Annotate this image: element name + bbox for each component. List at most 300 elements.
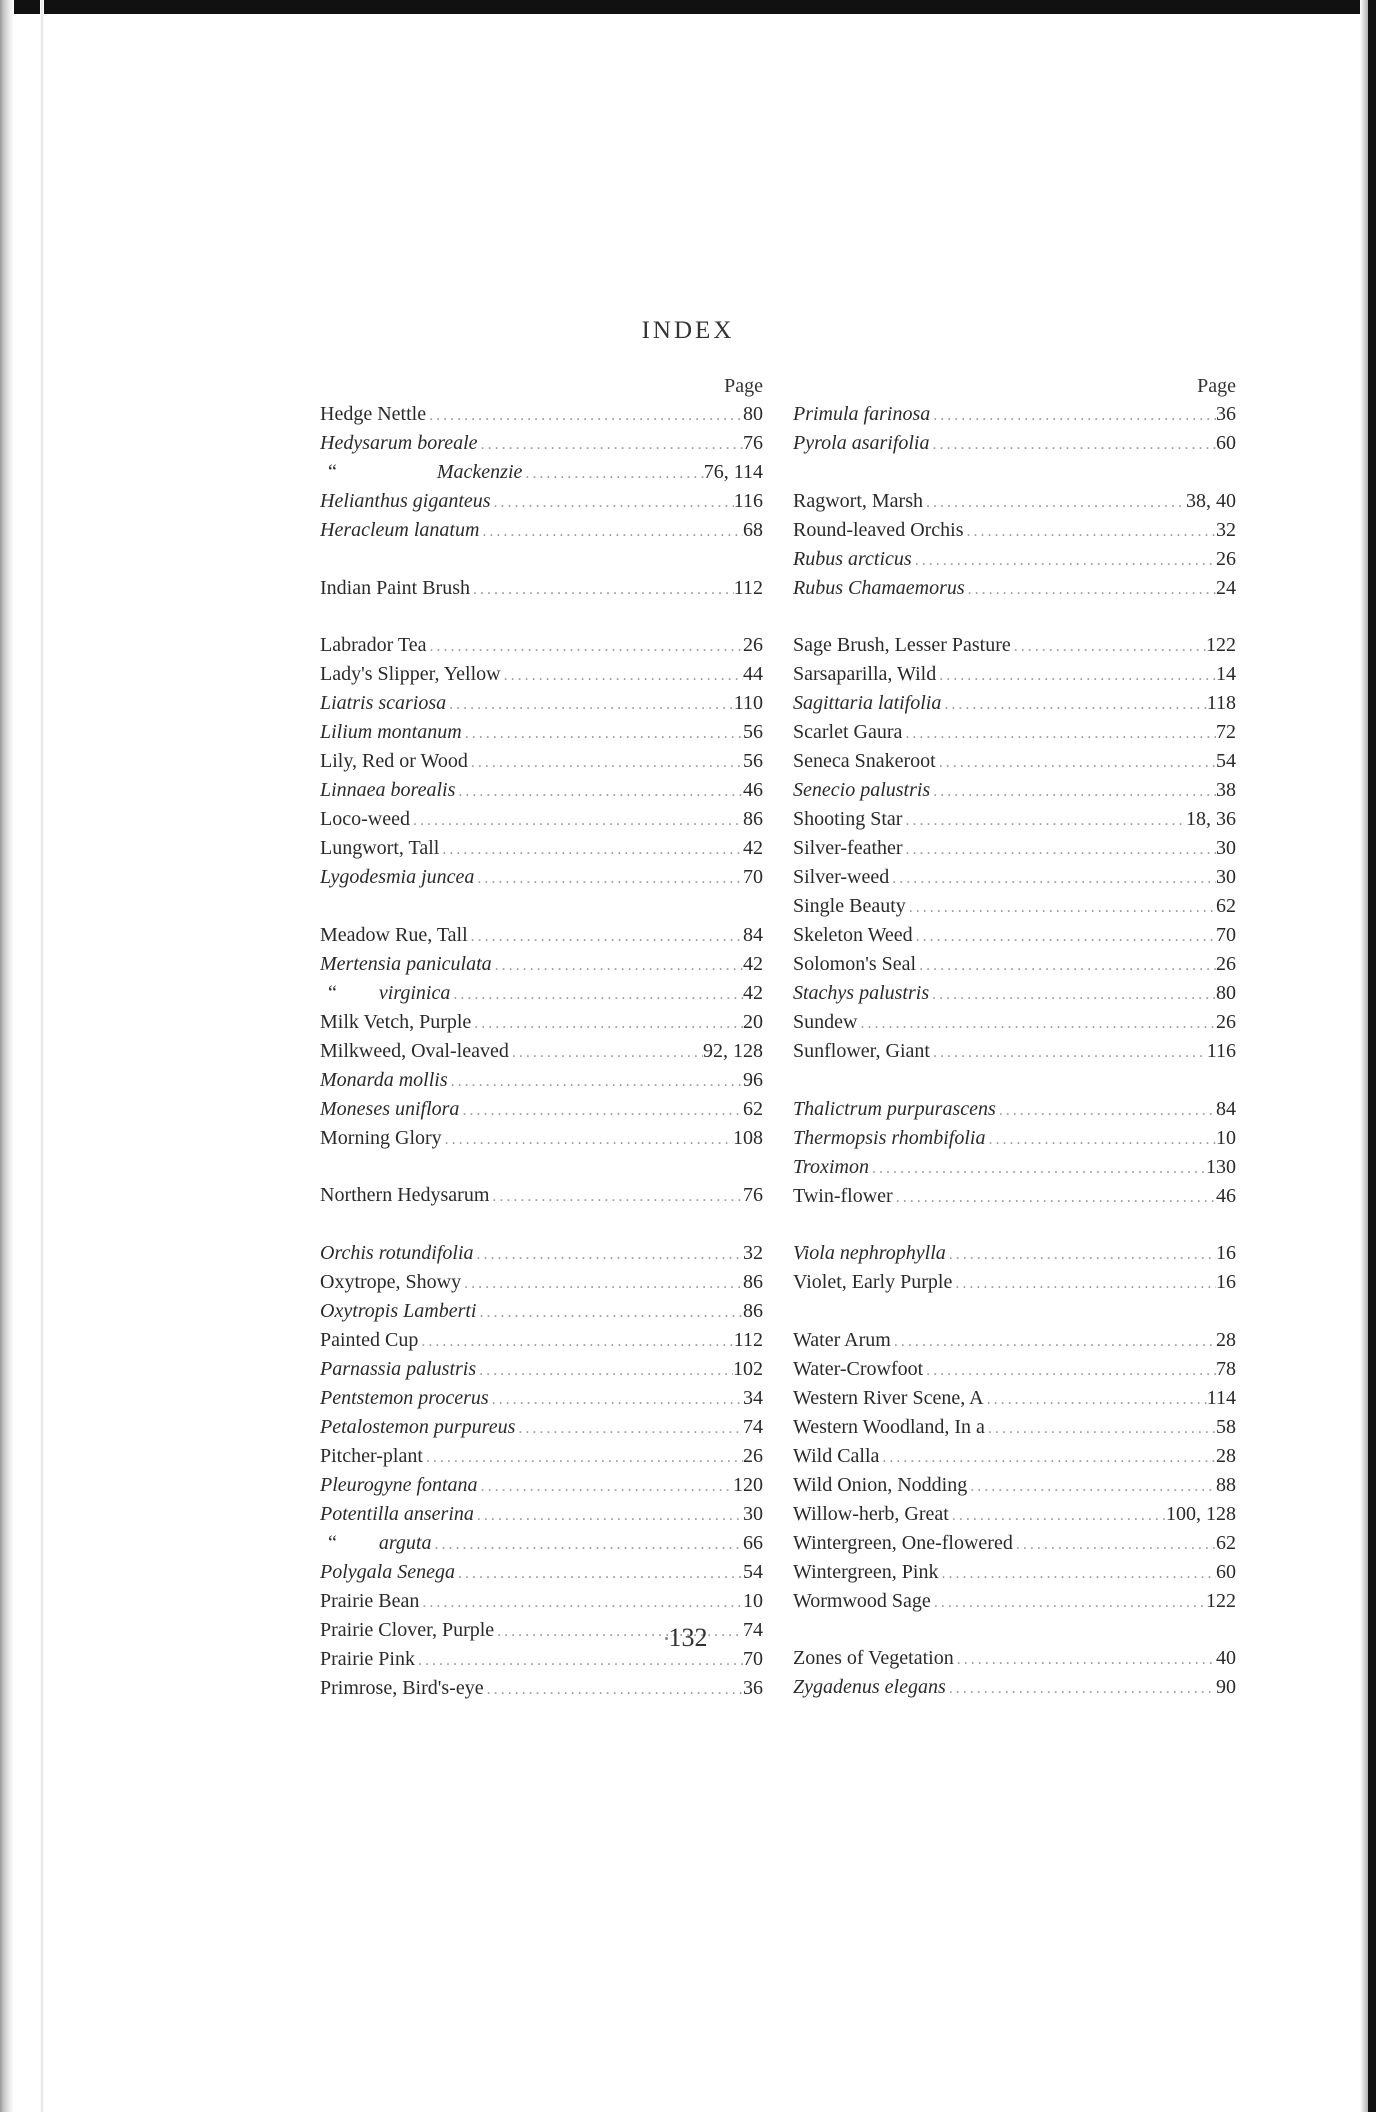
entry-name: Thermopsis rhombifolia <box>793 1126 986 1149</box>
entry-page: 56 <box>743 721 763 743</box>
leader-dots <box>492 951 743 979</box>
index-entry <box>320 1181 763 1210</box>
leader-dots <box>442 1125 733 1153</box>
entry-page: 60 <box>1216 432 1236 454</box>
entry-page: 16 <box>1216 1242 1236 1264</box>
entry-page: 36 <box>743 1676 763 1699</box>
index-entry <box>793 863 1236 892</box>
entry-name: Oxytropis Lamberti <box>320 1299 477 1322</box>
entry-page: 76 <box>743 432 763 454</box>
entry-page: 120 <box>733 1473 763 1496</box>
leader-dots <box>931 1588 1206 1616</box>
index-entry <box>320 400 763 429</box>
index-entry <box>320 921 763 950</box>
ditto-mark: “ <box>328 981 337 1004</box>
entry-name: Western Woodland, In a <box>793 1415 985 1438</box>
entry-page: 116 <box>733 490 763 512</box>
entry-name: Viola nephrophylla <box>793 1242 946 1264</box>
entry-name: Potentilla anserina <box>320 1502 474 1525</box>
entry-name: Primula farinosa <box>793 403 931 425</box>
leader-dots <box>985 1414 1216 1442</box>
leader-dots <box>432 1530 744 1558</box>
index-entry <box>793 1384 1236 1413</box>
leader-dots <box>474 1240 743 1268</box>
index-entry <box>320 1500 763 1529</box>
entry-name: Milk Vetch, Purple <box>320 1010 472 1033</box>
entry-page: 72 <box>1216 721 1236 743</box>
entry-page: 26 <box>1216 1011 1236 1033</box>
leader-dots <box>468 922 743 950</box>
leader-dots <box>476 1356 733 1384</box>
entry-name: Prairie Clover, Purple <box>320 1618 495 1641</box>
leader-dots <box>426 401 743 429</box>
index-entry <box>320 1297 763 1326</box>
leader-dots <box>446 690 734 718</box>
index-entry <box>793 1673 1236 1702</box>
entry-name: Wintergreen, Pink <box>793 1560 939 1583</box>
index-entry <box>793 516 1236 545</box>
index-entry <box>320 1066 763 1095</box>
index-entry <box>793 1239 1236 1268</box>
entry-page: 116 <box>1206 1040 1236 1062</box>
entry-page: 54 <box>1216 750 1236 772</box>
index-entry <box>320 1124 763 1153</box>
entry-page: 26 <box>743 1444 763 1467</box>
entry-name: Hedysarum boreale <box>320 432 478 454</box>
index-entry <box>793 1095 1236 1124</box>
index-entry <box>793 921 1236 950</box>
leader-dots <box>427 632 743 660</box>
entry-name: Petalostemon purpureus <box>320 1415 516 1438</box>
entry-name: Scarlet Gaura <box>793 721 903 743</box>
entry-name: Thalictrum purpurascens <box>793 1097 996 1120</box>
entry-page: 130 <box>1206 1155 1236 1178</box>
leader-dots <box>964 517 1216 545</box>
index-entry <box>793 1442 1236 1471</box>
entry-page: 110 <box>733 692 763 714</box>
index-entry <box>793 1008 1236 1037</box>
index-entry <box>320 574 763 603</box>
entry-name: Seneca Snakeroot <box>793 750 936 772</box>
index-entry <box>320 863 763 892</box>
leader-dots <box>913 922 1216 950</box>
entry-page: 102 <box>733 1357 763 1380</box>
entry-name <box>320 979 450 1008</box>
leader-dots <box>455 1559 743 1587</box>
index-entry <box>793 487 1236 516</box>
index-entry <box>320 1355 763 1384</box>
leader-dots <box>984 1385 1207 1413</box>
entry-page: 38 <box>1216 779 1236 801</box>
index-entry <box>320 1674 763 1703</box>
leader-dots <box>459 1096 743 1124</box>
leader-dots <box>1011 632 1206 660</box>
entry-page: 70 <box>743 866 763 888</box>
index-entry <box>320 1413 763 1442</box>
leader-dots <box>450 980 743 1008</box>
index-entry <box>320 1239 763 1268</box>
entry-name-text: arguta <box>378 1531 432 1554</box>
entry-page: 80 <box>1216 982 1236 1004</box>
entry-name: Indian Paint Brush <box>320 576 470 599</box>
leader-dots <box>478 430 743 458</box>
entry-name: Western River Scene, A <box>793 1386 984 1409</box>
entry-name: Wormwood Sage <box>793 1589 931 1612</box>
leader-dots <box>474 1501 743 1529</box>
entry-page: 44 <box>743 663 763 685</box>
entry-name: Labrador Tea <box>320 634 427 656</box>
index-entry <box>320 805 763 834</box>
index-entry <box>320 950 763 979</box>
entry-name <box>320 458 522 487</box>
entry-name: Liatris scariosa <box>320 692 447 714</box>
entry-name: Linnaea borealis <box>320 779 456 801</box>
index-entry <box>320 1008 763 1037</box>
leader-dots <box>1013 1530 1216 1558</box>
entry-page: 10 <box>743 1589 763 1612</box>
entry-page: 108 <box>733 1126 763 1149</box>
scan-speck <box>665 1637 668 1640</box>
entry-name: Pitcher-plant <box>320 1444 423 1467</box>
leader-dots <box>946 1240 1216 1268</box>
index-column-left <box>320 372 763 1703</box>
entry-page: 36 <box>1216 403 1236 425</box>
leader-dots <box>468 748 743 776</box>
entry-name: Pentstemon procerus <box>320 1386 489 1409</box>
entry-name: Willow-herb, Great <box>793 1502 949 1525</box>
index-entry <box>793 718 1236 747</box>
entry-name: Sagittaria latifolia <box>793 692 942 714</box>
entry-page: 14 <box>1216 663 1236 685</box>
index-entry <box>320 1095 763 1124</box>
entry-name: Sunflower, Giant <box>793 1040 930 1062</box>
index-entry <box>320 1268 763 1297</box>
index-entry <box>320 1558 763 1587</box>
entry-name: Northern Hedysarum <box>320 1184 490 1206</box>
ditto-mark: “ <box>328 1531 337 1554</box>
entry-page: 58 <box>1216 1415 1236 1438</box>
index-entry <box>793 660 1236 689</box>
entry-page: 46 <box>1216 1184 1236 1207</box>
entry-page: 78 <box>1216 1357 1236 1380</box>
index-entry <box>320 487 763 516</box>
index-entry <box>320 747 763 776</box>
index-entry <box>793 574 1236 603</box>
leader-dots <box>930 401 1216 429</box>
index-entry <box>793 545 1236 574</box>
index-entry <box>320 631 763 660</box>
index-entry <box>320 458 763 487</box>
leader-dots <box>489 1182 743 1210</box>
leader-dots <box>410 806 743 834</box>
entry-name: Oxytrope, Showy <box>320 1270 462 1293</box>
leader-dots <box>967 1472 1216 1500</box>
leader-dots <box>912 546 1216 574</box>
index-entry <box>793 1500 1236 1529</box>
entry-name: Milkweed, Oval-leaved <box>320 1039 509 1062</box>
leader-dots <box>923 488 1186 516</box>
entry-name: Loco-weed <box>320 808 410 830</box>
entry-name: Orchis rotundifolia <box>320 1241 474 1264</box>
entry-name: Primrose, Bird's-eye <box>320 1676 484 1699</box>
entry-name: Senecio palustris <box>793 779 931 801</box>
leader-dots <box>479 517 743 545</box>
index-entry <box>320 660 763 689</box>
entry-page: 84 <box>1216 1097 1236 1120</box>
entry-name: Stachys palustris <box>793 982 930 1004</box>
index-entry <box>320 1037 763 1066</box>
entry-page: 62 <box>743 1097 763 1120</box>
leader-dots <box>906 893 1216 921</box>
entry-page: 30 <box>1216 837 1236 859</box>
leader-dots <box>936 661 1216 689</box>
entry-page: 118 <box>1206 692 1236 714</box>
index-column-right <box>793 372 1236 1702</box>
index-entry <box>320 1471 763 1500</box>
leader-dots <box>952 1269 1216 1297</box>
leader-dots <box>941 690 1206 718</box>
entry-name: Troximon <box>793 1155 869 1178</box>
column-header-page: Page <box>1197 375 1236 397</box>
leader-dots <box>965 575 1216 603</box>
index-entry <box>793 1558 1236 1587</box>
entry-name: Round-leaved Orchis <box>793 518 964 541</box>
column-header-page: Page <box>724 375 763 397</box>
leader-dots <box>902 719 1216 747</box>
entry-page: 76, 114 <box>703 461 763 483</box>
entry-name: Rubus arcticus <box>793 547 912 570</box>
entry-page: 24 <box>1216 576 1236 599</box>
entry-page: 10 <box>1216 1126 1236 1149</box>
entry-page: 80 <box>743 403 763 425</box>
entry-page: 26 <box>1216 547 1236 570</box>
index-entry <box>793 1587 1236 1616</box>
entry-name: Ragwort, Marsh <box>793 489 923 512</box>
entry-name: Painted Cup <box>320 1328 419 1351</box>
entry-name: Lilium montanum <box>320 721 462 743</box>
entry-name: Mertensia paniculata <box>320 952 492 975</box>
entry-name: Zones of Vegetation <box>793 1647 954 1669</box>
entry-page: 70 <box>743 1647 763 1670</box>
entry-page: 112 <box>733 576 763 599</box>
entry-page: 62 <box>1216 895 1236 917</box>
leader-dots <box>936 748 1216 776</box>
entry-page: 62 <box>1216 1531 1236 1554</box>
index-entry <box>793 979 1236 1008</box>
entry-name: Silver-weed <box>793 866 890 888</box>
leader-dots <box>929 980 1216 1008</box>
entry-name: Lady's Slipper, Yellow <box>320 663 501 685</box>
index-entry <box>793 950 1236 979</box>
entry-page: 68 <box>743 519 763 541</box>
index-entry <box>793 805 1236 834</box>
entry-page: 86 <box>743 1299 763 1322</box>
leader-dots <box>491 488 734 516</box>
leader-dots <box>929 430 1216 458</box>
leader-dots <box>996 1096 1216 1124</box>
entry-page: 40 <box>1216 1647 1236 1669</box>
leader-dots <box>857 1009 1216 1037</box>
leader-dots <box>893 1183 1216 1211</box>
entry-page: 28 <box>1216 1328 1236 1351</box>
leader-dots <box>448 1067 743 1095</box>
leader-dots <box>930 777 1216 805</box>
index-entry <box>793 400 1236 429</box>
entry-name: Morning Glory <box>320 1126 442 1149</box>
entry-page: 100, 128 <box>1166 1502 1236 1525</box>
leader-dots <box>515 1414 743 1442</box>
index-entry <box>320 689 763 718</box>
index-entry <box>320 834 763 863</box>
entry-name: Meadow Rue, Tall <box>320 923 468 946</box>
entry-page: 18, 36 <box>1186 808 1236 830</box>
entry-page: 38, 40 <box>1186 489 1236 512</box>
index-entry <box>793 1529 1236 1558</box>
entry-page: 74 <box>743 1415 763 1438</box>
leader-dots <box>418 1327 733 1355</box>
entry-page: 60 <box>1216 1560 1236 1583</box>
index-entry <box>320 516 763 545</box>
index-entry <box>793 631 1236 660</box>
leader-dots <box>478 1472 733 1500</box>
entry-name: Sage Brush, Lesser Pasture <box>793 634 1011 656</box>
entry-name <box>320 1529 432 1558</box>
index-entry <box>793 1413 1236 1442</box>
leader-dots <box>902 806 1186 834</box>
index-entry <box>793 1268 1236 1297</box>
entry-name: Prairie Bean <box>320 1589 420 1612</box>
entry-page: 34 <box>743 1386 763 1409</box>
entry-name: Lily, Red or Wood <box>320 750 468 772</box>
leader-dots <box>869 1154 1206 1182</box>
entry-name: Lungwort, Tall <box>320 837 440 859</box>
entry-name: Single Beauty <box>793 895 906 917</box>
leader-dots <box>439 835 743 863</box>
entry-name: Silver-feather <box>793 837 903 859</box>
index-entry <box>793 1153 1236 1182</box>
entry-name: Skeleton Weed <box>793 924 913 946</box>
page-title: INDEX <box>641 317 735 344</box>
leader-dots <box>923 1356 1216 1384</box>
leader-dots <box>930 1038 1207 1066</box>
index-entry <box>320 1326 763 1355</box>
entry-page: 46 <box>743 779 763 801</box>
entry-name: Monarda mollis <box>320 1068 448 1091</box>
scan-edge-top <box>0 0 1376 14</box>
entry-name: Wintergreen, One-flowered <box>793 1531 1013 1554</box>
leader-dots <box>474 864 743 892</box>
entry-page: 122 <box>1206 634 1236 656</box>
entry-page: 16 <box>1216 1271 1236 1293</box>
entry-page: 70 <box>1216 924 1236 946</box>
leader-dots <box>938 1559 1216 1587</box>
leader-dots <box>946 1674 1216 1702</box>
index-entry <box>320 718 763 747</box>
entry-name: Moneses uniflora <box>320 1097 460 1120</box>
leader-dots <box>471 1009 743 1037</box>
entry-page: 32 <box>743 1241 763 1264</box>
index-entry <box>320 1529 763 1558</box>
index-entries-right <box>793 400 1236 1702</box>
leader-dots <box>476 1298 743 1326</box>
leader-dots <box>903 835 1216 863</box>
entry-name: Pleurogyne fontana <box>320 1473 478 1496</box>
entry-name: Rubus Chamaemorus <box>793 576 965 599</box>
entry-name: Sundew <box>793 1011 858 1033</box>
entry-name: Parnassia palustris <box>320 1357 477 1380</box>
leader-dots <box>501 661 743 689</box>
entry-page: 96 <box>743 1068 763 1091</box>
leader-dots <box>889 864 1216 892</box>
entry-page: 122 <box>1206 1589 1236 1612</box>
entry-page: 86 <box>743 808 763 830</box>
page-number: 132 <box>668 1623 708 1652</box>
index-entry <box>320 429 763 458</box>
index-entry <box>793 747 1236 776</box>
index-entry <box>793 1355 1236 1384</box>
entry-page: 30 <box>743 1502 763 1525</box>
index-entry <box>320 1384 763 1413</box>
entry-name: Water-Crowfoot <box>793 1357 924 1380</box>
leader-dots <box>489 1385 743 1413</box>
entry-page: 76 <box>743 1184 763 1206</box>
index-entries-left <box>320 400 763 1703</box>
index-entry <box>793 1471 1236 1500</box>
entry-page: 66 <box>743 1531 763 1554</box>
leader-dots <box>419 1588 743 1616</box>
entry-page: 26 <box>1216 953 1236 975</box>
leader-dots <box>484 1675 743 1703</box>
entry-name: Pyrola asarifolia <box>793 432 930 454</box>
entry-name: Heracleum lanatum <box>320 519 480 541</box>
leader-dots <box>949 1501 1166 1529</box>
index-entry <box>793 689 1236 718</box>
entry-name: Prairie Pink <box>320 1647 415 1670</box>
leader-dots <box>522 459 703 487</box>
entry-name: Helianthus giganteus <box>320 490 491 512</box>
entry-page: 90 <box>1216 1676 1236 1698</box>
entry-page: 28 <box>1216 1444 1236 1467</box>
entry-name: Wild Onion, Nodding <box>793 1473 968 1496</box>
leader-dots <box>891 1327 1216 1355</box>
entry-name: Polygala Senega <box>320 1560 455 1583</box>
index-entry <box>320 1442 763 1471</box>
leader-dots <box>461 1269 743 1297</box>
entry-page: 112 <box>733 1328 763 1351</box>
leader-dots <box>916 951 1216 979</box>
entry-page: 88 <box>1216 1473 1236 1496</box>
leader-dots <box>985 1125 1216 1153</box>
entry-name: Shooting Star <box>793 808 903 830</box>
leader-dots <box>509 1038 703 1066</box>
index-entry <box>793 834 1236 863</box>
index-entry <box>793 776 1236 805</box>
entry-name: Hedge Nettle <box>320 403 427 425</box>
entry-name-text: Mackenzie <box>436 461 523 483</box>
index-entry <box>793 1124 1236 1153</box>
entry-page: 92, 128 <box>703 1039 763 1062</box>
leader-dots <box>879 1443 1216 1471</box>
entry-page: 42 <box>743 837 763 859</box>
index-entry <box>793 1326 1236 1355</box>
leader-dots <box>462 719 743 747</box>
ditto-mark: “ <box>328 461 337 483</box>
entry-name: Twin-flower <box>793 1184 893 1207</box>
leader-dots <box>470 575 734 603</box>
entry-page: 56 <box>743 750 763 772</box>
entry-name: Lygodesmia juncea <box>320 866 475 888</box>
entry-name: Zygadenus elegans <box>793 1676 946 1698</box>
